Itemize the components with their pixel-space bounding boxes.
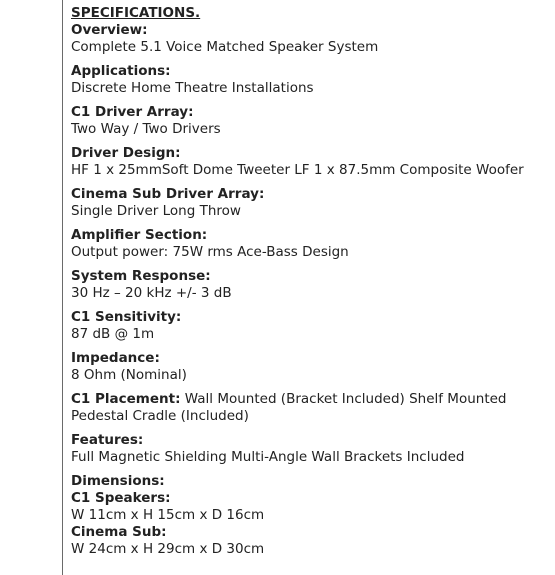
spec-impedance [71, 350, 549, 384]
spec-cinema-sub-driver-array [71, 186, 549, 220]
spec-applications [71, 63, 549, 97]
spec-value: HF 1 x 25mmSoft Dome Tweeter LF 1 x 87.5mm Composite Woofer [71, 162, 524, 178]
spec-driver-design [71, 145, 549, 179]
left-border-line [62, 0, 63, 575]
spec-system-response [71, 268, 549, 302]
dimensions-label: Dimensions: [71, 473, 165, 489]
c1-speakers-label: C1 Speakers: [71, 490, 171, 506]
spec-amplifier-section [71, 227, 549, 261]
spec-value: Single Driver Long Throw [71, 203, 241, 219]
spec-label: Features: [71, 432, 144, 448]
spec-value: Complete 5.1 Voice Matched Speaker System [71, 39, 379, 55]
spec-label: Overview: [71, 22, 148, 38]
specifications-heading: SPECIFICATIONS. [71, 5, 201, 21]
spec-c1-sensitivity [71, 309, 549, 343]
spec-label: Applications: [71, 63, 171, 79]
c1-speakers-value: W 11cm x H 15cm x D 16cm [71, 507, 265, 523]
spec-label: Impedance: [71, 350, 160, 366]
spec-value: Discrete Home Theatre Installations [71, 80, 314, 96]
spec-value: Output power: 75W rms Ace-Bass Design [71, 244, 349, 260]
cinema-sub-value: W 24cm x H 29cm x D 30cm [71, 541, 265, 557]
spec-overview [71, 22, 549, 56]
spec-features [71, 432, 549, 466]
spec-label: C1 Sensitivity: [71, 309, 182, 325]
cinema-sub-label: Cinema Sub: [71, 524, 167, 540]
specifications-block [71, 5, 549, 565]
spec-label: Cinema Sub Driver Array: [71, 186, 265, 202]
spec-value: Two Way / Two Drivers [71, 121, 221, 137]
spec-label: System Response: [71, 268, 211, 284]
spec-c1-placement [71, 391, 549, 425]
spec-label: Amplifier Section: [71, 227, 208, 243]
spec-value: Full Magnetic Shielding Multi-Angle Wall Brackets Included [71, 449, 465, 465]
spec-label: Driver Design: [71, 145, 181, 161]
spec-dimensions [71, 473, 549, 558]
spec-value: 87 dB @ 1m [71, 326, 155, 342]
spec-label: C1 Driver Array: [71, 104, 194, 120]
spec-value: 30 Hz – 20 kHz +/- 3 dB [71, 285, 232, 301]
spec-value: Wall Mounted (Bracket Included) Shelf Mounted Pedestal Cradle (Included) [71, 391, 507, 424]
spec-value: 8 Ohm (Nominal) [71, 367, 187, 383]
spec-label: C1 Placement: [71, 391, 181, 407]
spec-c1-driver-array [71, 104, 549, 138]
